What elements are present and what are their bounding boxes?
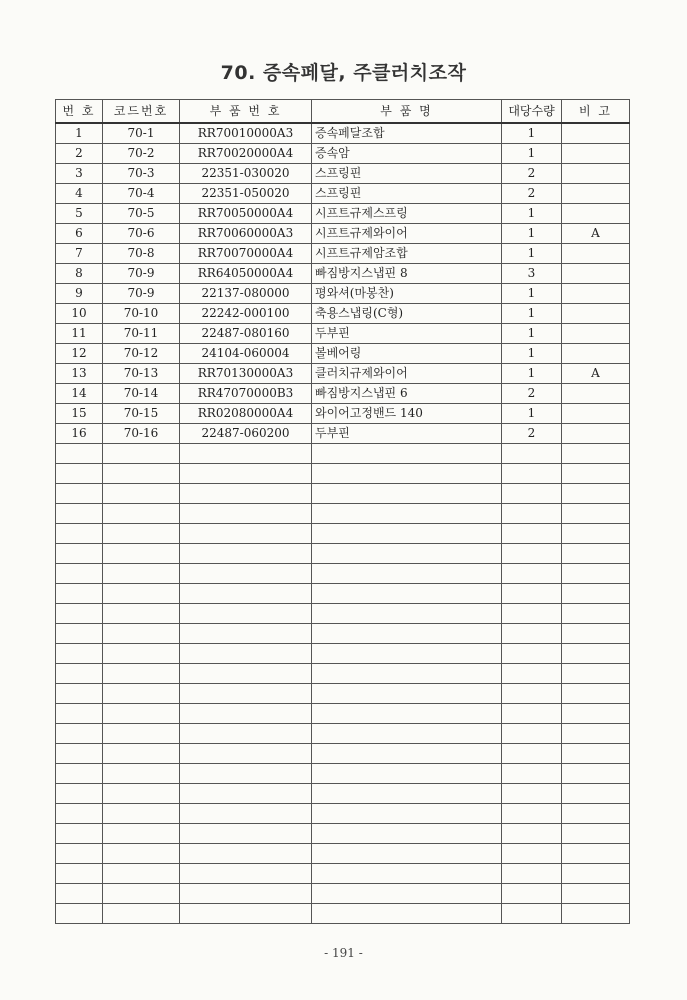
empty-table-row: [56, 644, 630, 664]
empty-cell: [312, 724, 502, 744]
row-code: 70-4: [103, 184, 180, 204]
empty-cell: [56, 584, 103, 604]
row-code: 70-10: [103, 304, 180, 324]
row-number: 14: [56, 384, 103, 404]
empty-cell: [180, 484, 312, 504]
empty-table-row: [56, 544, 630, 564]
row-part-name: 스프링핀: [312, 164, 502, 184]
row-quantity: 1: [502, 364, 562, 384]
empty-table-row: [56, 684, 630, 704]
empty-cell: [103, 444, 180, 464]
empty-cell: [180, 744, 312, 764]
header-number: 번 호: [56, 100, 103, 124]
empty-table-row: [56, 484, 630, 504]
empty-cell: [502, 564, 562, 584]
row-number: 1: [56, 123, 103, 144]
empty-cell: [502, 624, 562, 644]
empty-cell: [562, 884, 630, 904]
row-part-number: RR70060000A3: [180, 224, 312, 244]
empty-cell: [502, 784, 562, 804]
empty-cell: [562, 444, 630, 464]
empty-cell: [312, 444, 502, 464]
row-part-number: 22487-060200: [180, 424, 312, 444]
empty-cell: [180, 764, 312, 784]
empty-cell: [562, 544, 630, 564]
row-part-name: 증속암: [312, 144, 502, 164]
table-row: [56, 144, 630, 164]
empty-cell: [103, 664, 180, 684]
empty-table-row: [56, 604, 630, 624]
empty-cell: [502, 904, 562, 924]
empty-cell: [562, 644, 630, 664]
empty-cell: [56, 464, 103, 484]
row-code: 70-1: [103, 123, 180, 144]
empty-cell: [103, 604, 180, 624]
empty-cell: [502, 824, 562, 844]
empty-cell: [180, 584, 312, 604]
empty-cell: [312, 704, 502, 724]
empty-cell: [56, 784, 103, 804]
empty-cell: [312, 504, 502, 524]
empty-cell: [312, 684, 502, 704]
row-remarks: [562, 384, 630, 404]
row-code: 70-9: [103, 284, 180, 304]
empty-table-row: [56, 744, 630, 764]
empty-cell: [502, 444, 562, 464]
empty-cell: [180, 684, 312, 704]
row-part-number: 22351-030020: [180, 164, 312, 184]
row-quantity: 2: [502, 184, 562, 204]
row-code: 70-12: [103, 344, 180, 364]
empty-cell: [562, 724, 630, 744]
page-title: 70. 증속페달, 주클러치조작: [220, 62, 467, 84]
empty-cell: [56, 444, 103, 464]
empty-cell: [103, 744, 180, 764]
empty-cell: [180, 624, 312, 644]
empty-cell: [312, 564, 502, 584]
empty-table-row: [56, 824, 630, 844]
row-quantity: 2: [502, 164, 562, 184]
row-part-name: 클러치규제와이어: [312, 364, 502, 384]
empty-cell: [502, 604, 562, 624]
row-part-number: RR70130000A3: [180, 364, 312, 384]
empty-cell: [562, 864, 630, 884]
table-row: [56, 123, 630, 144]
empty-cell: [562, 464, 630, 484]
empty-cell: [56, 904, 103, 924]
empty-cell: [562, 624, 630, 644]
row-quantity: 1: [502, 324, 562, 344]
table-row: [56, 244, 630, 264]
row-part-name: 볼베어링: [312, 344, 502, 364]
row-remarks: [562, 184, 630, 204]
empty-cell: [180, 664, 312, 684]
row-quantity: 1: [502, 244, 562, 264]
empty-cell: [56, 504, 103, 524]
row-code: 70-8: [103, 244, 180, 264]
row-remarks: [562, 404, 630, 424]
row-code: 70-5: [103, 204, 180, 224]
empty-cell: [103, 544, 180, 564]
empty-cell: [312, 864, 502, 884]
row-remarks: [562, 424, 630, 444]
empty-cell: [103, 624, 180, 644]
empty-cell: [502, 644, 562, 664]
row-code: 70-14: [103, 384, 180, 404]
empty-cell: [180, 784, 312, 804]
empty-cell: [180, 704, 312, 724]
empty-cell: [502, 744, 562, 764]
empty-cell: [562, 584, 630, 604]
empty-cell: [502, 584, 562, 604]
row-quantity: 2: [502, 384, 562, 404]
empty-cell: [502, 664, 562, 684]
row-remarks: [562, 284, 630, 304]
empty-cell: [103, 804, 180, 824]
empty-table-row: [56, 864, 630, 884]
empty-cell: [180, 884, 312, 904]
row-remarks: [562, 204, 630, 224]
empty-cell: [103, 784, 180, 804]
empty-cell: [312, 464, 502, 484]
empty-cell: [502, 704, 562, 724]
table-row: [56, 184, 630, 204]
row-code: 70-15: [103, 404, 180, 424]
empty-cell: [56, 624, 103, 644]
row-code: 70-13: [103, 364, 180, 384]
row-remarks: [562, 264, 630, 284]
empty-cell: [103, 704, 180, 724]
empty-cell: [562, 784, 630, 804]
empty-cell: [103, 904, 180, 924]
row-code: 70-6: [103, 224, 180, 244]
row-number: 5: [56, 204, 103, 224]
header-part-name: 부 품 명: [312, 100, 502, 124]
empty-cell: [562, 744, 630, 764]
row-part-number: RR70050000A4: [180, 204, 312, 224]
row-remarks: A: [562, 364, 630, 384]
empty-cell: [180, 504, 312, 524]
empty-cell: [56, 604, 103, 624]
empty-cell: [312, 764, 502, 784]
table-row: [56, 164, 630, 184]
empty-table-row: [56, 564, 630, 584]
empty-cell: [56, 724, 103, 744]
row-remarks: [562, 344, 630, 364]
empty-table-row: [56, 844, 630, 864]
row-part-name: 와이어고정밴드 140: [312, 404, 502, 424]
empty-cell: [56, 864, 103, 884]
row-part-name: 두부핀: [312, 324, 502, 344]
empty-cell: [56, 824, 103, 844]
row-code: 70-11: [103, 324, 180, 344]
empty-cell: [56, 764, 103, 784]
row-quantity: 1: [502, 224, 562, 244]
row-part-number: 22351-050020: [180, 184, 312, 204]
empty-cell: [103, 724, 180, 744]
row-quantity: 1: [502, 284, 562, 304]
table-row: [56, 364, 630, 384]
empty-cell: [312, 544, 502, 564]
row-remarks: [562, 244, 630, 264]
table-row: [56, 224, 630, 244]
table-row: [56, 264, 630, 284]
row-part-name: 시프트규제와이어: [312, 224, 502, 244]
empty-cell: [562, 524, 630, 544]
row-number: 7: [56, 244, 103, 264]
empty-cell: [103, 764, 180, 784]
empty-cell: [562, 684, 630, 704]
empty-cell: [103, 484, 180, 504]
header-code: 코드번호: [103, 100, 180, 124]
empty-cell: [562, 504, 630, 524]
empty-cell: [56, 484, 103, 504]
empty-cell: [562, 844, 630, 864]
row-number: 4: [56, 184, 103, 204]
row-number: 11: [56, 324, 103, 344]
empty-table-row: [56, 784, 630, 804]
row-part-name: 평와셔(마봉찬): [312, 284, 502, 304]
empty-cell: [312, 824, 502, 844]
empty-cell: [180, 844, 312, 864]
row-code: 70-16: [103, 424, 180, 444]
row-part-name: 빠짐방지스냅핀 6: [312, 384, 502, 404]
empty-cell: [180, 904, 312, 924]
empty-cell: [180, 544, 312, 564]
empty-cell: [56, 664, 103, 684]
empty-cell: [56, 524, 103, 544]
empty-cell: [180, 564, 312, 584]
empty-cell: [312, 904, 502, 924]
empty-cell: [562, 484, 630, 504]
row-number: 10: [56, 304, 103, 324]
row-part-name: 시프트규제암조합: [312, 244, 502, 264]
row-number: 13: [56, 364, 103, 384]
row-number: 16: [56, 424, 103, 444]
empty-cell: [312, 884, 502, 904]
row-part-name: 축용스냅링(C형): [312, 304, 502, 324]
row-part-number: RR70010000A3: [180, 123, 312, 144]
empty-table-row: [56, 444, 630, 464]
row-remarks: A: [562, 224, 630, 244]
empty-table-row: [56, 884, 630, 904]
empty-cell: [56, 564, 103, 584]
empty-cell: [562, 904, 630, 924]
empty-cell: [180, 724, 312, 744]
empty-cell: [56, 704, 103, 724]
empty-cell: [312, 644, 502, 664]
empty-cell: [180, 864, 312, 884]
empty-cell: [180, 464, 312, 484]
empty-cell: [502, 804, 562, 824]
empty-table-row: [56, 704, 630, 724]
empty-table-row: [56, 764, 630, 784]
table-row: [56, 384, 630, 404]
row-number: 6: [56, 224, 103, 244]
empty-cell: [502, 864, 562, 884]
empty-cell: [502, 764, 562, 784]
row-quantity: 1: [502, 123, 562, 144]
row-part-number: RR47070000B3: [180, 384, 312, 404]
row-part-number: RR70020000A4: [180, 144, 312, 164]
row-quantity: 2: [502, 424, 562, 444]
row-code: 70-3: [103, 164, 180, 184]
row-code: 70-9: [103, 264, 180, 284]
empty-cell: [562, 764, 630, 784]
empty-cell: [312, 664, 502, 684]
empty-cell: [180, 444, 312, 464]
empty-cell: [103, 524, 180, 544]
row-part-name: 두부핀: [312, 424, 502, 444]
empty-cell: [312, 604, 502, 624]
header-part-number: 부 품 번 호: [180, 100, 312, 124]
empty-cell: [502, 684, 562, 704]
header-quantity: 대당수량: [502, 100, 562, 124]
empty-cell: [56, 544, 103, 564]
row-quantity: 1: [502, 144, 562, 164]
row-part-number: RR02080000A4: [180, 404, 312, 424]
row-quantity: 3: [502, 264, 562, 284]
row-quantity: 1: [502, 344, 562, 364]
empty-cell: [103, 844, 180, 864]
table-row: [56, 424, 630, 444]
empty-cell: [56, 884, 103, 904]
empty-cell: [312, 784, 502, 804]
empty-cell: [180, 804, 312, 824]
table-row: [56, 324, 630, 344]
row-number: 15: [56, 404, 103, 424]
empty-cell: [56, 844, 103, 864]
table-header-row: [56, 100, 630, 124]
empty-cell: [103, 564, 180, 584]
empty-table-row: [56, 524, 630, 544]
empty-cell: [103, 464, 180, 484]
row-part-number: 22137-080000: [180, 284, 312, 304]
empty-cell: [103, 504, 180, 524]
empty-table-row: [56, 664, 630, 684]
empty-cell: [312, 584, 502, 604]
row-part-number: RR70070000A4: [180, 244, 312, 264]
empty-cell: [103, 684, 180, 704]
empty-cell: [312, 744, 502, 764]
row-quantity: 1: [502, 204, 562, 224]
empty-cell: [562, 564, 630, 584]
row-number: 9: [56, 284, 103, 304]
row-remarks: [562, 123, 630, 144]
empty-table-row: [56, 504, 630, 524]
row-part-name: 증속페달조합: [312, 123, 502, 144]
row-code: 70-2: [103, 144, 180, 164]
row-remarks: [562, 324, 630, 344]
empty-cell: [502, 844, 562, 864]
empty-cell: [502, 464, 562, 484]
empty-cell: [180, 644, 312, 664]
row-part-name: 시프트규제스프링: [312, 204, 502, 224]
row-remarks: [562, 144, 630, 164]
empty-table-row: [56, 464, 630, 484]
empty-cell: [56, 644, 103, 664]
row-number: 12: [56, 344, 103, 364]
empty-table-row: [56, 804, 630, 824]
header-remarks: 비 고: [562, 100, 630, 124]
empty-cell: [56, 744, 103, 764]
empty-cell: [562, 804, 630, 824]
row-part-number: 24104-060004: [180, 344, 312, 364]
empty-cell: [562, 604, 630, 624]
table-body: [56, 123, 630, 924]
empty-cell: [502, 884, 562, 904]
empty-table-row: [56, 724, 630, 744]
empty-cell: [562, 704, 630, 724]
table-row: [56, 344, 630, 364]
empty-cell: [562, 664, 630, 684]
empty-cell: [502, 484, 562, 504]
empty-cell: [103, 864, 180, 884]
empty-cell: [56, 684, 103, 704]
empty-table-row: [56, 904, 630, 924]
row-quantity: 1: [502, 404, 562, 424]
table-row: [56, 204, 630, 224]
row-number: 3: [56, 164, 103, 184]
empty-cell: [180, 604, 312, 624]
row-quantity: 1: [502, 304, 562, 324]
empty-cell: [56, 804, 103, 824]
empty-cell: [103, 884, 180, 904]
parts-table: [55, 99, 630, 924]
empty-cell: [502, 524, 562, 544]
row-remarks: [562, 164, 630, 184]
table-row: [56, 304, 630, 324]
empty-cell: [562, 824, 630, 844]
table-row: [56, 284, 630, 304]
empty-cell: [502, 504, 562, 524]
empty-cell: [502, 544, 562, 564]
empty-cell: [312, 844, 502, 864]
empty-cell: [502, 724, 562, 744]
empty-cell: [312, 484, 502, 504]
empty-cell: [103, 644, 180, 664]
empty-cell: [103, 824, 180, 844]
row-number: 2: [56, 144, 103, 164]
row-part-number: 22242-000100: [180, 304, 312, 324]
empty-cell: [180, 824, 312, 844]
empty-cell: [312, 624, 502, 644]
row-part-name: 빠짐방지스냅핀 8: [312, 264, 502, 284]
row-part-number: RR64050000A4: [180, 264, 312, 284]
empty-cell: [103, 584, 180, 604]
row-part-number: 22487-080160: [180, 324, 312, 344]
empty-table-row: [56, 584, 630, 604]
row-remarks: [562, 304, 630, 324]
page-number: - 191 -: [324, 946, 363, 960]
empty-cell: [312, 804, 502, 824]
empty-table-row: [56, 624, 630, 644]
table-row: [56, 404, 630, 424]
empty-cell: [180, 524, 312, 544]
empty-cell: [312, 524, 502, 544]
row-part-name: 스프링핀: [312, 184, 502, 204]
row-number: 8: [56, 264, 103, 284]
